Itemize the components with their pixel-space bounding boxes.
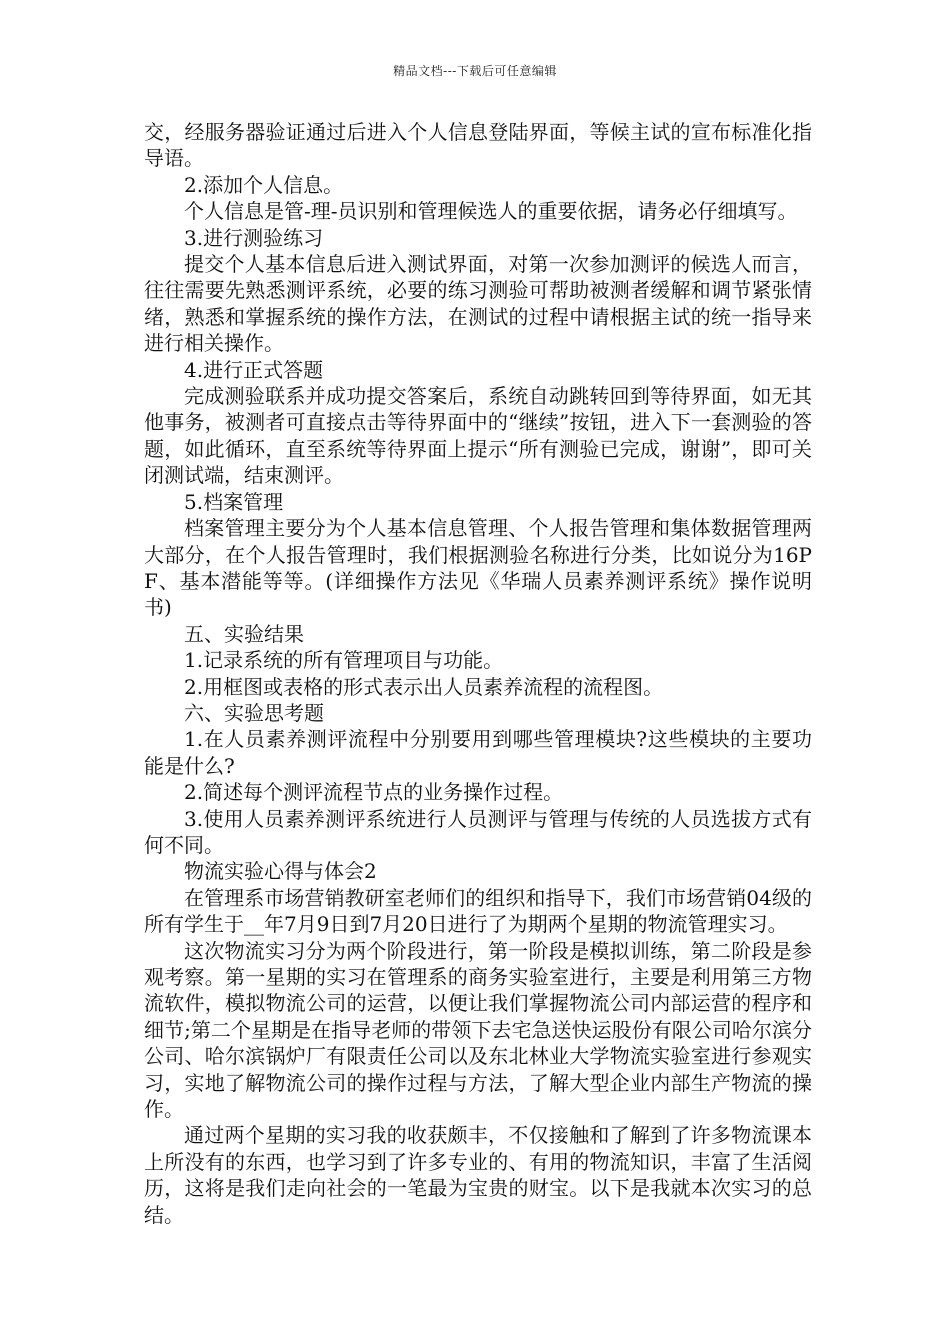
- paragraph: 档案管理主要分为个人基本信息管理、个人报告管理和集体数据管理两大部分，在个人报告管理时，我们根据测验名称进行分类，比如说分为16PF、基本潜能等等。(详细操作方法见《华瑞人员素养测评系统》操作说明书): [144, 516, 812, 620]
- list-item: 2.用框图或表格的形式表示出人员素养流程的流程图。: [184, 674, 664, 699]
- list-item: 2.简述每个测评流程节点的业务操作过程。: [184, 780, 564, 805]
- paragraph: 完成测验联系并成功提交答案后，系统自动跳转回到等待界面，如无其他事务，被测者可直接点击等待界面中的“继续”按钮，进入下一套测验的答题，如此循环，直至系统等待界面上提示“所有测验已完成，谢谢”，即可关闭测试端，结束测评。: [144, 384, 812, 488]
- paragraph: 交，经服务器验证通过后进入个人信息登陆界面，等候主试的宣布标准化指导语。: [144, 120, 812, 171]
- paragraph: 在管理系市场营销教研室老师们的组织和指导下，我们市场营销04级的所有学生于__年7月9日到7月20日进行了为期两个星期的物流管理实习。: [144, 885, 812, 937]
- document-body: [144, 119, 812, 1228]
- paragraph: 通过两个星期的实习我的收获颇丰，不仅接触和了解到了许多物流课本上所没有的东西，也学习到了许多专业的、有用的物流知识，丰富了生活阅历，这将是我们走向社会的一笔最为宝贵的财宝。以下是我就本次实习的总结。: [144, 1123, 812, 1227]
- step-heading: 5.档案管理: [184, 489, 284, 514]
- list-item: 3.使用人员素养测评系统进行人员测评与管理与传统的人员选拔方式有何不同。: [144, 806, 812, 857]
- list-item: 1.记录系统的所有管理项目与功能。: [184, 648, 504, 673]
- paragraph: 个人信息是管-理-员识别和管理候选人的重要依据，请务必仔细填写。: [184, 199, 798, 224]
- article-title: 物流实验心得与体会2: [184, 859, 377, 884]
- paragraph: 这次物流实习分为两个阶段进行，第一阶段是模拟训练，第二阶段是参观考察。第一星期的实习在管理系的商务实验室进行，主要是利用第三方物流软件，模拟物流公司的运营，以便让我们掌握物流公司内部运营的程序和细节;第二个星期是在指导老师的带领下去宅急送快运股份有限公司哈尔滨分公司、哈尔滨锅炉厂有限责任公司以及东北林业大学物流实验室进行参观实习，实地了解物流公司的操作过程与方法，了解大型企业内部生产物流的操作。: [144, 938, 812, 1122]
- step-heading: 2.添加个人信息。: [184, 172, 344, 197]
- page-header: 精品文档---下载后可任意编辑: [393, 64, 557, 78]
- paragraph: 提交个人基本信息后进入测试界面，对第一次参加测评的候选人而言，往往需要先熟悉测评系统，必要的练习测验可帮助被测者缓解和调节紧张情绪，熟悉和掌握系统的操作方法，在测试的过程中请根据主试的统一指导来进行相关操作。: [144, 252, 812, 356]
- list-item: 1.在人员素养测评流程中分别要用到哪些管理模块?这些模块的主要功能是什么?: [144, 727, 812, 778]
- step-heading: 3.进行测验练习: [184, 225, 324, 250]
- section-heading: 五、实验结果: [184, 621, 304, 646]
- section-heading: 六、实验思考题: [184, 700, 324, 725]
- step-heading: 4.进行正式答题: [184, 357, 324, 382]
